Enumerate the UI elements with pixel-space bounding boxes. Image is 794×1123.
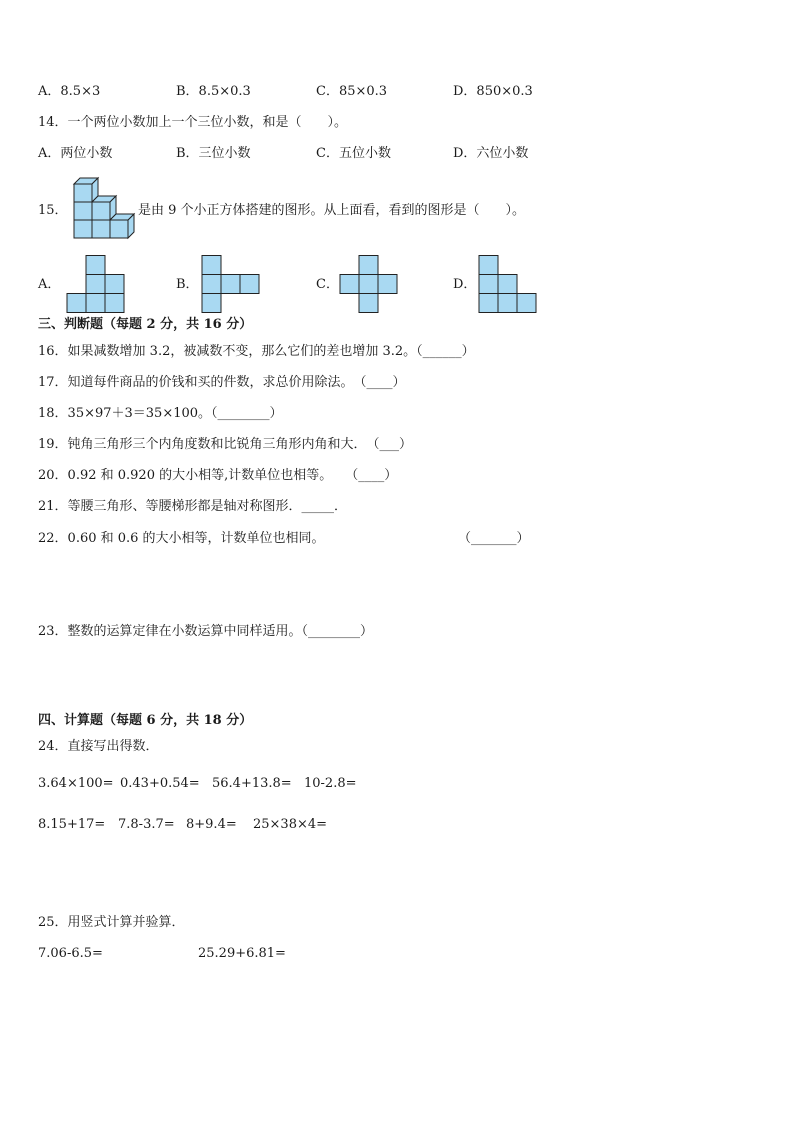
q14-option-c: C．五位小数 xyxy=(316,146,391,161)
q24-expr-6: 7.8-3.7= xyxy=(118,817,175,832)
option-d-top-view xyxy=(478,255,538,313)
q24-expr-1: 3.64×100= xyxy=(38,776,114,791)
q16: 16．如果减数增加 3.2，被减数不变，那么它们的差也增加 3.2。（______） xyxy=(38,344,475,359)
q25-expr-1: 7.06-6.5= xyxy=(38,946,103,961)
q24-expr-4: 10-2.8= xyxy=(304,776,357,791)
section3-heading: 三、判断题（每题 2 分，共 16 分） xyxy=(38,317,253,332)
q15-number: 15． xyxy=(38,203,68,218)
q13-option-d: D．850×0.3 xyxy=(453,84,533,99)
q23: 23．整数的运算定律在小数运算中同样适用。（________） xyxy=(38,624,374,639)
q15-option-b-label: B． xyxy=(176,277,199,292)
q24-expr-3: 56.4+13.8= xyxy=(212,776,292,791)
q15-stem: 是由 9 个小正方体搭建的图形。从上面看，看到的图形是（ ）。 xyxy=(138,203,526,218)
q24-expr-7: 8+9.4= xyxy=(186,817,237,832)
q20: 20．0.92 和 0.920 的大小相等,计数单位也相等。 （____） xyxy=(38,468,398,483)
option-a-top-view xyxy=(66,255,126,313)
q15-option-c-label: C． xyxy=(316,277,339,292)
q13-option-c: C．85×0.3 xyxy=(316,84,388,99)
q24-expr-2: 0.43+0.54= xyxy=(120,776,200,791)
section4-heading: 四、计算题（每题 6 分，共 18 分） xyxy=(38,713,253,728)
q24-expr-5: 8.15+17= xyxy=(38,817,106,832)
q22-answer-blank: （_______） xyxy=(458,531,530,546)
option-c-top-view xyxy=(339,255,399,313)
q15-option-a-label: A． xyxy=(38,277,61,292)
q14-option-b: B．三位小数 xyxy=(176,146,251,161)
q13-option-a: A．8.5×3 xyxy=(38,84,101,99)
q13-option-b: B．8.5×0.3 xyxy=(176,84,251,99)
option-b-top-view xyxy=(201,255,261,313)
q24-expr-8: 25×38×4= xyxy=(253,817,328,832)
q14-option-d: D．六位小数 xyxy=(453,146,529,161)
q14-stem: 14．一个两位小数加上一个三位小数，和是（ ）。 xyxy=(38,115,348,130)
q25-title: 25．用竖式计算并验算． xyxy=(38,915,185,930)
q21: 21．等腰三角形、等腰梯形都是轴对称图形．_____． xyxy=(38,499,348,514)
cube-stack-figure xyxy=(68,178,140,244)
q18: 18．35×97＋3＝35×100。（________） xyxy=(38,406,283,421)
q14-option-a: A．两位小数 xyxy=(38,146,113,161)
q24-title: 24．直接写出得数． xyxy=(38,739,159,754)
q22: 22．0.60 和 0.6 的大小相等，计数单位也相同。 xyxy=(38,531,325,546)
q19: 19．钝角三角形三个内角度数和比锐角三角形内角和大． （___） xyxy=(38,437,413,452)
q17: 17．知道每件商品的价钱和买的件数，求总价用除法。 （____） xyxy=(38,375,406,390)
q25-expr-2: 25.29+6.81= xyxy=(198,946,286,961)
q15-option-d-label: D． xyxy=(453,277,477,292)
